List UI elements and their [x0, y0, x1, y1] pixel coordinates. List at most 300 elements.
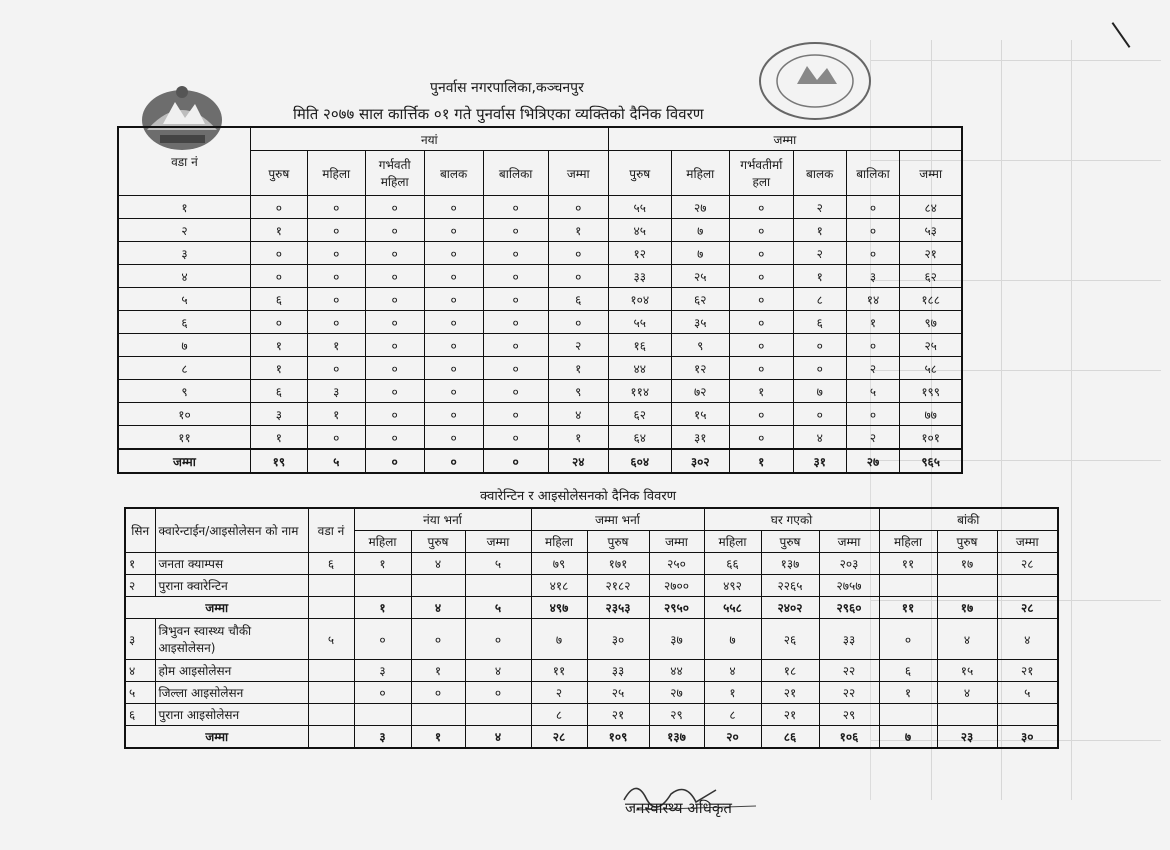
value-cell: १ — [548, 357, 608, 380]
table-row — [118, 311, 962, 334]
total-cell: ८६ — [761, 726, 819, 749]
group-header: जम्मा भर्ना — [531, 508, 704, 531]
total-cell: ११ — [879, 597, 937, 619]
value-cell: २२६५ — [761, 575, 819, 597]
value-cell: ० — [483, 219, 548, 242]
value-cell: ६२ — [900, 265, 962, 288]
ward-cell: १ — [118, 196, 250, 219]
table-row — [118, 288, 962, 311]
value-cell — [411, 704, 465, 726]
col-header: महिला — [671, 151, 729, 196]
value-cell: ० — [483, 265, 548, 288]
col-header: जम्मा — [900, 151, 962, 196]
value-cell: २७५७ — [819, 575, 879, 597]
total-cell: १९ — [250, 449, 307, 473]
value-cell: ० — [729, 242, 793, 265]
total-row — [125, 726, 1058, 749]
ward-cell — [308, 575, 354, 597]
value-cell: ५५ — [608, 196, 671, 219]
value-cell: १७१ — [587, 553, 649, 575]
value-cell: ० — [729, 426, 793, 450]
value-cell: ० — [307, 242, 365, 265]
value-cell: ० — [307, 426, 365, 450]
col-header: पुरुष — [250, 151, 307, 196]
value-cell: ० — [548, 196, 608, 219]
value-cell: १ — [354, 553, 411, 575]
value-cell: ४४ — [649, 660, 704, 682]
value-cell: ३ — [846, 265, 900, 288]
value-cell: ० — [483, 380, 548, 403]
ward-header: वडा नं — [118, 127, 250, 196]
value-cell: ४५ — [608, 219, 671, 242]
total-cell: १३७ — [649, 726, 704, 749]
ward-cell: ८ — [118, 357, 250, 380]
value-cell: ९ — [548, 380, 608, 403]
value-cell: ६६ — [704, 553, 761, 575]
value-cell: १२ — [671, 357, 729, 380]
value-cell: ३ — [307, 380, 365, 403]
value-cell — [354, 704, 411, 726]
col-header: जम्मा — [548, 151, 608, 196]
ward-cell: ५ — [308, 619, 354, 660]
col-header: पुरुष — [761, 531, 819, 553]
value-cell: ६ — [548, 288, 608, 311]
value-cell: ० — [846, 196, 900, 219]
value-cell: ० — [365, 403, 424, 426]
sn-cell: १ — [125, 553, 155, 575]
col-header: महिला — [704, 531, 761, 553]
value-cell: २७०० — [649, 575, 704, 597]
table-row — [125, 553, 1058, 575]
value-cell: ० — [307, 357, 365, 380]
value-cell: ० — [424, 311, 483, 334]
col-header: बालिका — [483, 151, 548, 196]
total-row — [125, 597, 1058, 619]
value-cell: ० — [729, 219, 793, 242]
value-cell: ० — [365, 311, 424, 334]
total-cell: २९५० — [649, 597, 704, 619]
value-cell: ७७ — [900, 403, 962, 426]
quarantine-section-title: क्वारेन्टिन र आइसोलेसनको दैनिक विवरण — [480, 489, 677, 504]
ward-cell: ३ — [118, 242, 250, 265]
total-cell: २७ — [846, 449, 900, 473]
value-cell: ९७ — [900, 311, 962, 334]
total-cell: ३१ — [793, 449, 846, 473]
total-cell: ३० — [997, 726, 1058, 749]
value-cell: २२ — [819, 660, 879, 682]
value-cell: ६२ — [608, 403, 671, 426]
col-header: पुरुष — [937, 531, 997, 553]
value-cell: ६ — [250, 380, 307, 403]
value-cell: ३३ — [587, 660, 649, 682]
value-cell: ० — [729, 196, 793, 219]
facility-name: जनता क्याम्पस — [155, 553, 308, 575]
value-cell: ० — [424, 265, 483, 288]
value-cell: ४९२ — [704, 575, 761, 597]
value-cell: ३१ — [671, 426, 729, 450]
value-cell: ० — [846, 403, 900, 426]
table-row — [118, 380, 962, 403]
value-cell: ० — [483, 288, 548, 311]
value-cell: ९ — [671, 334, 729, 357]
value-cell — [465, 704, 531, 726]
total-cell: ५ — [465, 597, 531, 619]
total-cell: ५ — [307, 449, 365, 473]
value-cell: ७ — [704, 619, 761, 660]
total-cell: ० — [365, 449, 424, 473]
col-header: गर्भवतीर्मा हला — [729, 151, 793, 196]
value-cell: १०१ — [900, 426, 962, 450]
value-cell: ७ — [671, 219, 729, 242]
table-row — [118, 219, 962, 242]
value-cell: १५ — [937, 660, 997, 682]
col-header: पुरुष — [411, 531, 465, 553]
table-row — [125, 682, 1058, 704]
value-cell: ० — [411, 619, 465, 660]
value-cell: २७ — [649, 682, 704, 704]
ward-cell — [308, 682, 354, 704]
total-cell: २० — [704, 726, 761, 749]
table-row — [125, 704, 1058, 726]
value-cell: १ — [250, 334, 307, 357]
value-cell: ० — [879, 619, 937, 660]
value-cell: ० — [424, 196, 483, 219]
value-cell — [937, 575, 997, 597]
ward-cell: २ — [118, 219, 250, 242]
value-cell: ८ — [793, 288, 846, 311]
value-cell: ० — [365, 288, 424, 311]
col-header: जम्मा — [819, 531, 879, 553]
sn-cell: ६ — [125, 704, 155, 726]
value-cell: २५ — [900, 334, 962, 357]
value-cell: ३३ — [819, 619, 879, 660]
value-cell: ११ — [879, 553, 937, 575]
value-cell: ० — [729, 357, 793, 380]
value-cell: ० — [424, 219, 483, 242]
value-cell: ० — [424, 357, 483, 380]
value-cell: ३३ — [608, 265, 671, 288]
value-cell: ५५ — [608, 311, 671, 334]
total-cell: २३५३ — [587, 597, 649, 619]
total-row — [118, 449, 962, 473]
value-cell: २५० — [649, 553, 704, 575]
value-cell: ० — [365, 334, 424, 357]
facility-name: त्रिभुवन स्वास्थ्य चौकी आइसोलेसन) — [155, 619, 308, 660]
group-header: घर गएको — [704, 508, 879, 531]
value-cell: १ — [846, 311, 900, 334]
value-cell: ४ — [997, 619, 1058, 660]
total-cell: २८ — [531, 726, 587, 749]
table-row — [118, 265, 962, 288]
value-cell: ० — [250, 242, 307, 265]
value-cell — [997, 575, 1058, 597]
value-cell: ० — [729, 403, 793, 426]
ward-cell: ६ — [308, 553, 354, 575]
col-header: पुरुष — [587, 531, 649, 553]
office-name: पुनर्वास नगरपालिका,कञ्चनपुर — [430, 80, 584, 96]
value-cell: २९ — [649, 704, 704, 726]
value-cell: ० — [846, 334, 900, 357]
value-cell: ० — [307, 219, 365, 242]
value-cell: ० — [365, 242, 424, 265]
col-header: बालक — [424, 151, 483, 196]
value-cell: ० — [483, 403, 548, 426]
value-cell: ६२ — [671, 288, 729, 311]
ward-cell: १० — [118, 403, 250, 426]
total-cell: १०९ — [587, 726, 649, 749]
value-cell: ० — [250, 311, 307, 334]
value-cell: ० — [250, 265, 307, 288]
value-cell: २१ — [761, 682, 819, 704]
value-cell: १८८ — [900, 288, 962, 311]
value-cell: ० — [307, 311, 365, 334]
value-cell: ० — [483, 357, 548, 380]
value-cell: ० — [354, 682, 411, 704]
total-label: जम्मा — [125, 726, 308, 749]
value-cell: ० — [365, 380, 424, 403]
value-cell: ० — [846, 219, 900, 242]
value-cell: ० — [424, 288, 483, 311]
col-header: पुरुष — [608, 151, 671, 196]
value-cell: ० — [729, 334, 793, 357]
col-header: महिला — [307, 151, 365, 196]
value-cell: २१ — [761, 704, 819, 726]
value-cell: २५ — [671, 265, 729, 288]
facility-name: जिल्ला आइसोलेसन — [155, 682, 308, 704]
value-cell: २२ — [819, 682, 879, 704]
value-cell: ७ — [793, 380, 846, 403]
value-cell: २९ — [819, 704, 879, 726]
group-header: नंया भर्ना — [354, 508, 531, 531]
value-cell: ४ — [465, 660, 531, 682]
value-cell: ० — [483, 196, 548, 219]
value-cell: ० — [846, 242, 900, 265]
value-cell — [997, 704, 1058, 726]
value-cell: १ — [704, 682, 761, 704]
total-cell: ३०२ — [671, 449, 729, 473]
value-cell: १२ — [608, 242, 671, 265]
group-new-header: नयां — [250, 127, 608, 151]
total-cell: १ — [354, 597, 411, 619]
value-cell — [465, 575, 531, 597]
value-cell: ० — [729, 311, 793, 334]
total-cell: २३ — [937, 726, 997, 749]
value-cell: २७ — [671, 196, 729, 219]
value-cell: ० — [307, 288, 365, 311]
value-cell: १०४ — [608, 288, 671, 311]
value-cell: १ — [548, 219, 608, 242]
sn-cell: ३ — [125, 619, 155, 660]
value-cell: ० — [483, 334, 548, 357]
value-cell: १ — [793, 219, 846, 242]
table-row — [118, 426, 962, 450]
value-cell: ० — [365, 357, 424, 380]
value-cell: ५८ — [900, 357, 962, 380]
col-header: जम्मा — [997, 531, 1058, 553]
value-cell — [411, 575, 465, 597]
value-cell: ० — [548, 311, 608, 334]
value-cell: ३ — [354, 660, 411, 682]
value-cell: १ — [250, 219, 307, 242]
col-header: महिला — [531, 531, 587, 553]
value-cell: ० — [548, 242, 608, 265]
value-cell: ७९ — [531, 553, 587, 575]
value-cell: ८४ — [900, 196, 962, 219]
col-header: बालक — [793, 151, 846, 196]
value-cell: २८ — [997, 553, 1058, 575]
value-cell: ० — [465, 619, 531, 660]
value-cell: १ — [250, 357, 307, 380]
value-cell: ५ — [465, 553, 531, 575]
ward-cell: ५ — [118, 288, 250, 311]
col-header: जम्मा — [465, 531, 531, 553]
value-cell: ४१८ — [531, 575, 587, 597]
table-row — [118, 357, 962, 380]
ward-cell: ७ — [118, 334, 250, 357]
value-cell: ० — [354, 619, 411, 660]
value-cell: २१ — [587, 704, 649, 726]
value-cell: १९९ — [900, 380, 962, 403]
sn-header: सिन — [125, 508, 155, 553]
value-cell: ८ — [531, 704, 587, 726]
value-cell: ० — [465, 682, 531, 704]
ward-cell — [308, 660, 354, 682]
value-cell: २ — [846, 426, 900, 450]
value-cell: ४ — [937, 619, 997, 660]
ward-cell: ६ — [118, 311, 250, 334]
col-header: जम्मा — [649, 531, 704, 553]
table-row — [125, 575, 1058, 597]
value-cell: २१८२ — [587, 575, 649, 597]
facility-name: होम आइसोलेसन — [155, 660, 308, 682]
total-cell: ७ — [879, 726, 937, 749]
value-cell: ३० — [587, 619, 649, 660]
table-row — [125, 660, 1058, 682]
sn-cell: ४ — [125, 660, 155, 682]
value-cell: ० — [250, 196, 307, 219]
value-cell: ३५ — [671, 311, 729, 334]
value-cell: ७ — [531, 619, 587, 660]
total-cell: ३ — [354, 726, 411, 749]
signatory-title: जनस्वास्थ्य अधिकृत — [625, 799, 732, 817]
value-cell: १ — [307, 334, 365, 357]
group-total-header: जम्मा — [608, 127, 962, 151]
total-cell: ४९७ — [531, 597, 587, 619]
value-cell: २०३ — [819, 553, 879, 575]
table-row — [125, 619, 1058, 660]
value-cell: १ — [307, 403, 365, 426]
facility-name: पुराना क्वारेन्टिन — [155, 575, 308, 597]
value-cell: २ — [531, 682, 587, 704]
value-cell — [354, 575, 411, 597]
value-cell: १४ — [846, 288, 900, 311]
value-cell: १ — [411, 660, 465, 682]
ward-cell: ९ — [118, 380, 250, 403]
office-stamp-icon — [745, 36, 875, 131]
table-row — [118, 196, 962, 219]
value-cell: ० — [424, 380, 483, 403]
value-cell: ४४ — [608, 357, 671, 380]
total-cell: ५५८ — [704, 597, 761, 619]
value-cell — [879, 704, 937, 726]
value-cell: १७ — [937, 553, 997, 575]
ward-cell — [308, 704, 354, 726]
value-cell: २६ — [761, 619, 819, 660]
value-cell: १६ — [608, 334, 671, 357]
value-cell: ४ — [793, 426, 846, 450]
value-cell: १ — [548, 426, 608, 450]
value-cell: २१ — [900, 242, 962, 265]
value-cell: ७२ — [671, 380, 729, 403]
quarantine-table — [124, 507, 1059, 749]
value-cell: ११४ — [608, 380, 671, 403]
value-cell: १३७ — [761, 553, 819, 575]
total-cell: ० — [424, 449, 483, 473]
total-cell: २८ — [997, 597, 1058, 619]
value-cell: ४ — [548, 403, 608, 426]
value-cell: १८ — [761, 660, 819, 682]
value-cell: ० — [483, 242, 548, 265]
value-cell: २ — [793, 196, 846, 219]
value-cell: १ — [879, 682, 937, 704]
value-cell: ० — [411, 682, 465, 704]
report-subtitle: मिति २०७७ साल कार्त्तिक ०१ गते पुनर्वास भित्रिएका व्यक्तिको दैनिक विवरण — [293, 105, 704, 123]
value-cell: २१ — [997, 660, 1058, 682]
value-cell: ७ — [671, 242, 729, 265]
total-cell: १०६ — [819, 726, 879, 749]
value-cell: ० — [483, 311, 548, 334]
value-cell: ४ — [704, 660, 761, 682]
value-cell: ० — [365, 219, 424, 242]
total-cell: ० — [483, 449, 548, 473]
value-cell: ३७ — [649, 619, 704, 660]
ward-cell: ४ — [118, 265, 250, 288]
name-header: क्वारेन्टाईन/आइसोलेसन को नाम — [155, 508, 308, 553]
total-cell: २४ — [548, 449, 608, 473]
value-cell — [879, 575, 937, 597]
value-cell: १ — [729, 380, 793, 403]
value-cell: ६ — [879, 660, 937, 682]
value-cell: ४ — [411, 553, 465, 575]
table-row — [118, 242, 962, 265]
value-cell: ६ — [250, 288, 307, 311]
value-cell: ० — [424, 426, 483, 450]
total-cell: १ — [729, 449, 793, 473]
total-cell: २९६० — [819, 597, 879, 619]
total-cell: ४ — [465, 726, 531, 749]
value-cell: २ — [846, 357, 900, 380]
value-cell: ० — [729, 288, 793, 311]
col-header: महिला — [879, 531, 937, 553]
value-cell: ६४ — [608, 426, 671, 450]
total-cell: ४ — [411, 597, 465, 619]
value-cell: ६ — [793, 311, 846, 334]
value-cell: १५ — [671, 403, 729, 426]
col-header: महिला — [354, 531, 411, 553]
value-cell: ० — [424, 403, 483, 426]
value-cell: ० — [365, 196, 424, 219]
facility-name: पुराना आइसोलेसन — [155, 704, 308, 726]
value-cell: ० — [424, 334, 483, 357]
value-cell: ३ — [250, 403, 307, 426]
value-cell: ५ — [997, 682, 1058, 704]
sn-cell: ५ — [125, 682, 155, 704]
value-cell: ५३ — [900, 219, 962, 242]
value-cell: ० — [548, 265, 608, 288]
value-cell: २ — [793, 242, 846, 265]
total-cell: २४०२ — [761, 597, 819, 619]
col-header: बालिका — [846, 151, 900, 196]
